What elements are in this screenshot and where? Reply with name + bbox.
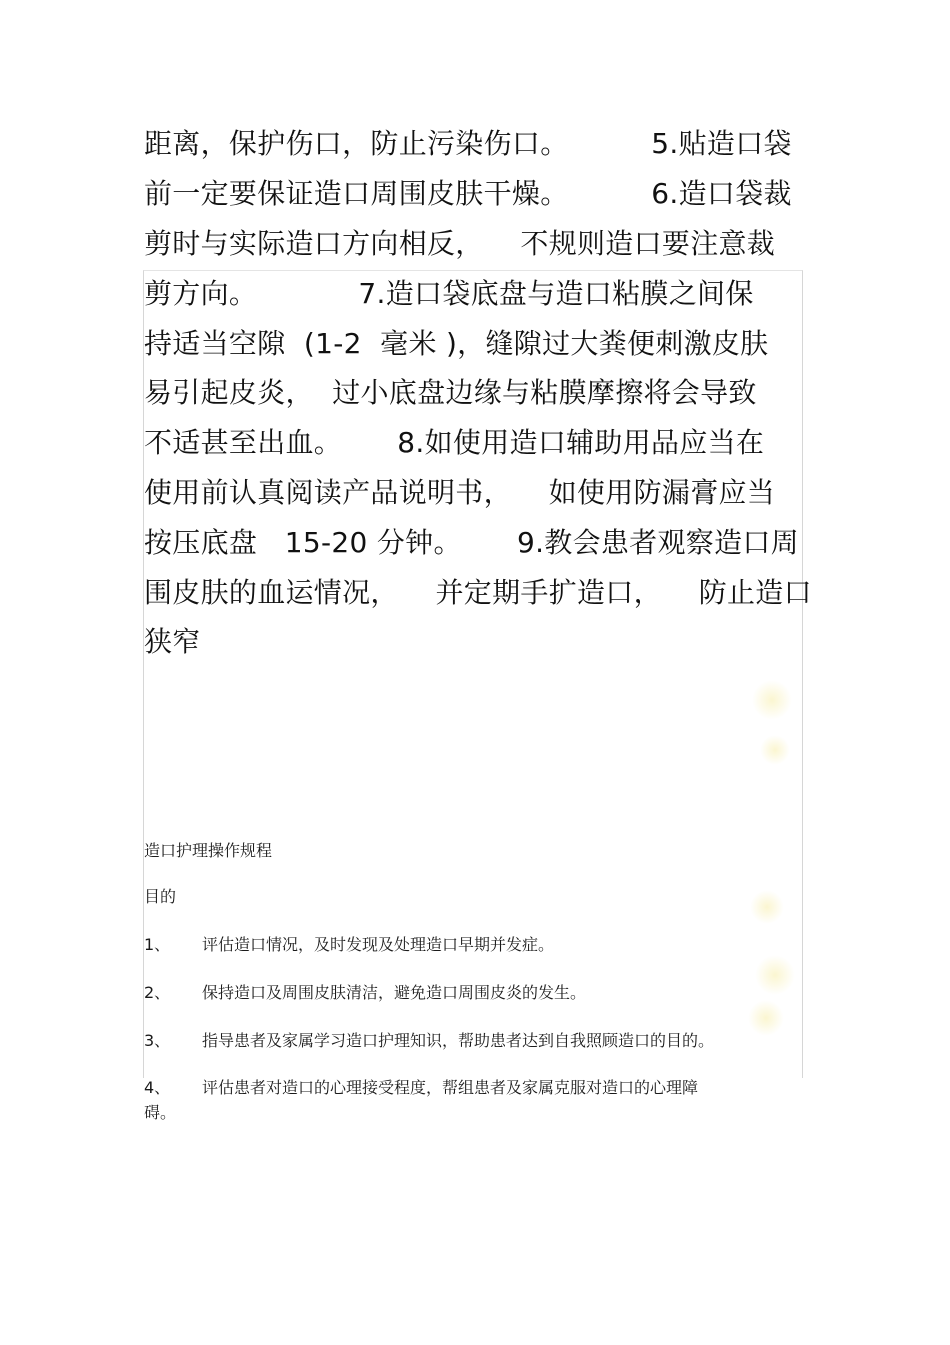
list-item-text: 保持造口及周围皮肤清洁，避免造口周围皮炎的发生。 (202, 983, 587, 1002)
body-line: 按压底盘 15-20 分钟。 9.教会患者观察造口周 (144, 526, 799, 559)
body-line: 前一定要保证造口周围皮肤干燥。 6.造口袋裁 (144, 177, 792, 210)
body-line: 易引起皮炎， 过小底盘边缘与粘膜摩擦将会导致 (144, 376, 757, 409)
scan-smudge (750, 890, 784, 924)
scan-smudge (748, 1000, 784, 1036)
body-line: 狭窄 (144, 625, 201, 658)
body-line: 使用前认真阅读产品说明书， 如使用防漏膏应当 (144, 476, 776, 509)
list-item-text: 评估造口情况，及时发现及处理造口早期并发症。 (202, 935, 555, 954)
body-line: 持适当空隙 (1-2 毫米 )，缝隙过大粪便刺激皮肤 (144, 327, 769, 360)
list-item-number: 3、 (144, 1031, 171, 1050)
scan-smudge (752, 680, 792, 720)
list-item-text: 评估患者对造口的心理接受程度，帮组患者及家属克服对造口的心理障 (202, 1078, 699, 1097)
body-line: 距离，保护伤口，防止污染伤口。 5.贴造口袋 (144, 127, 792, 160)
list-item-continuation: 碍。 (144, 1103, 177, 1122)
list-item-number: 1、 (144, 935, 171, 954)
section-title: 造口护理操作规程 (144, 841, 273, 860)
body-line: 剪时与实际造口方向相反， 不规则造口要注意裁 (144, 227, 776, 260)
body-line: 剪方向。 7.造口袋底盘与造口粘膜之间保 (144, 277, 754, 310)
body-line: 不适甚至出血。 8.如使用造口辅助用品应当在 (144, 426, 765, 459)
list-item-text: 指导患者及家属学习造口护理知识，帮助患者达到自我照顾造口的目的。 (202, 1031, 715, 1050)
scan-smudge (760, 735, 790, 765)
section-subtitle: 目的 (144, 887, 177, 906)
scan-smudge (755, 955, 795, 995)
list-item-number: 2、 (144, 983, 171, 1002)
body-line: 围皮肤的血运情况， 并定期手扩造口， 防止造口 (144, 576, 812, 609)
list-item-number: 4、 (144, 1078, 171, 1097)
